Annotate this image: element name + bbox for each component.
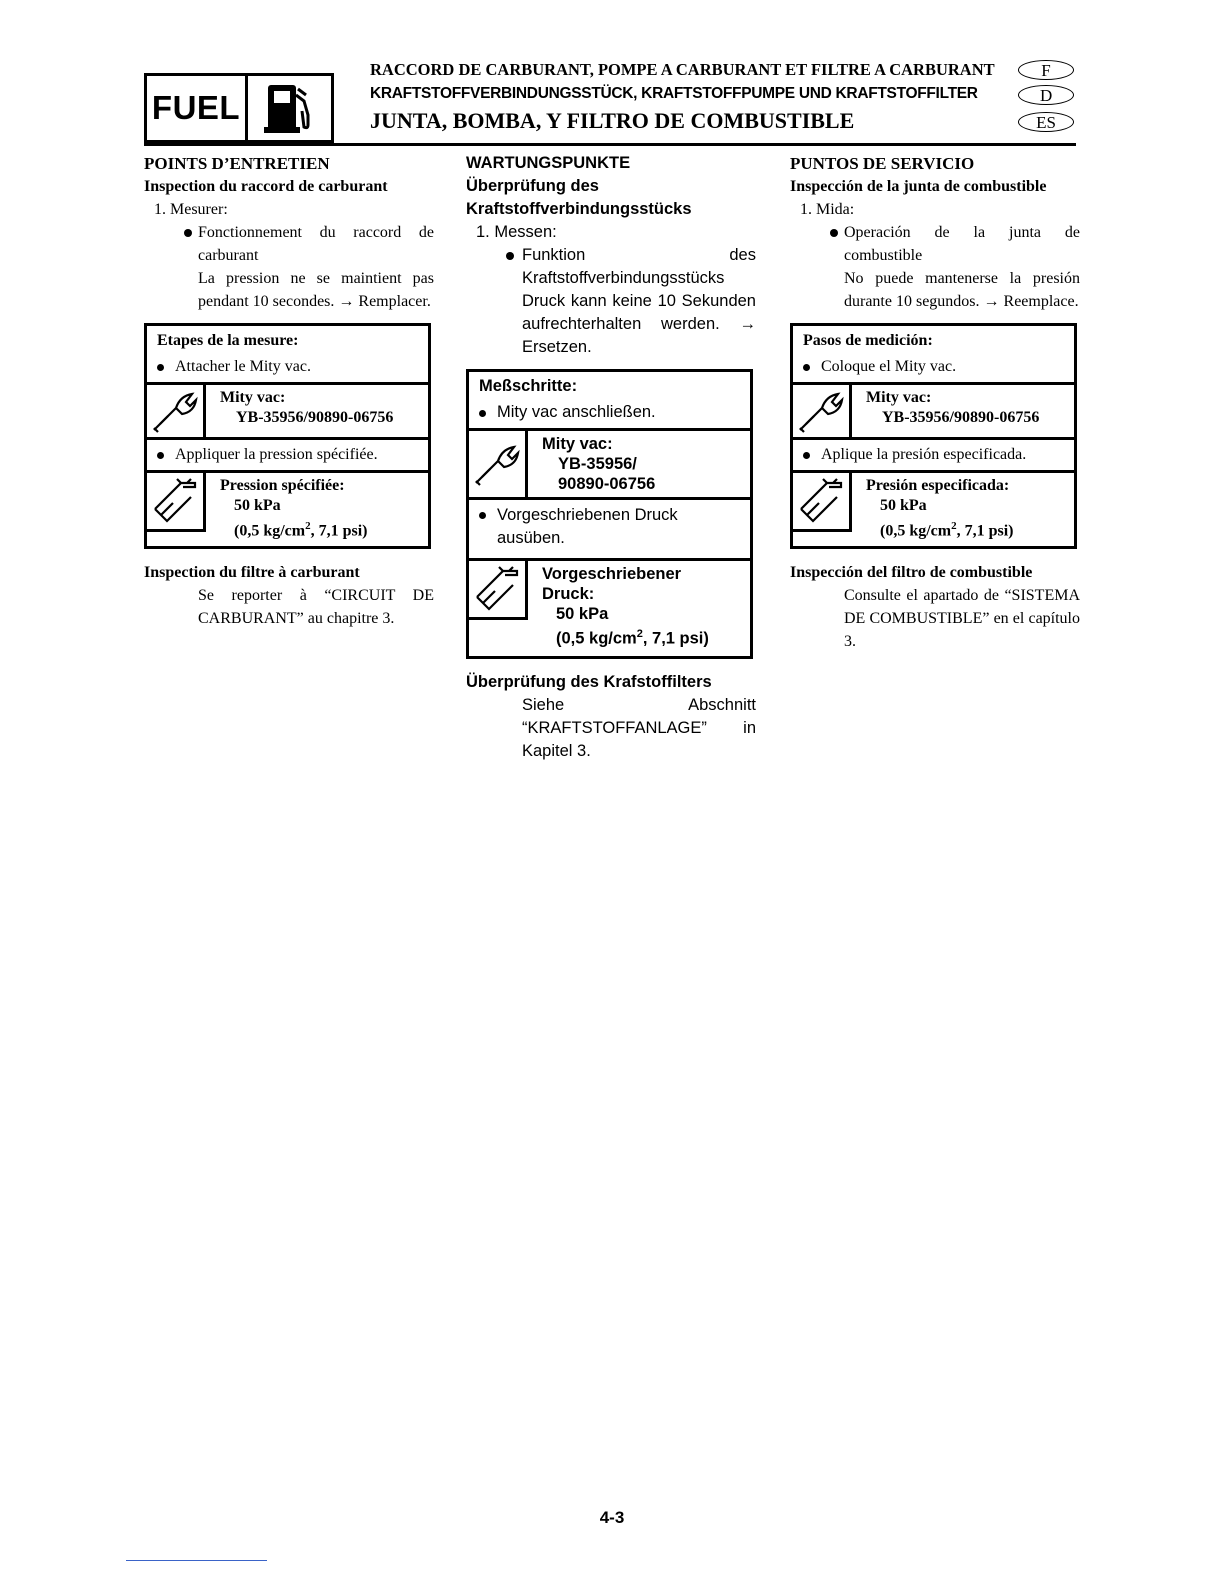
- note-text: Druck kann keine 10 Sekunden aufrechterhalten werden. → Ersetzen.: [522, 292, 756, 356]
- specification-caliper-icon: [793, 473, 852, 532]
- box-bottom: [793, 544, 1074, 546]
- spec-row: [469, 561, 750, 652]
- box-step-row: Mity vac anschließen.: [469, 398, 750, 431]
- spec-label: Pression spécifiée:: [220, 477, 345, 494]
- section-title: POINTS D’ENTRETIEN: [144, 154, 330, 173]
- spec-info: [852, 473, 1020, 544]
- tool-info: [852, 385, 1045, 437]
- spec-info: [528, 561, 715, 652]
- header-title-es: JUNTA, BOMBA, Y FILTRO DE COMBUSTIBLE ES: [370, 108, 1074, 134]
- subheading: Überprüfung des Kraftstoffverbindungsstücks: [466, 177, 692, 218]
- step-item: 1. Mesurer:: [154, 201, 228, 218]
- box-step-row: Appliquer la pression spécifiée.: [147, 440, 428, 473]
- spec-label: Druck:: [542, 585, 595, 603]
- box-bottom: [147, 544, 428, 546]
- fuel-logo-text: FUEL: [147, 76, 248, 140]
- tool-row: [793, 385, 1074, 440]
- procedure-box: [790, 323, 1077, 549]
- footer-rule: [126, 1560, 267, 1561]
- box-bottom: [469, 652, 750, 656]
- note-text: No puede mantenerse la presión durante 10 segundos. → Reemplace.: [844, 270, 1080, 310]
- procedure-box: [466, 369, 753, 659]
- spec-row: [147, 473, 428, 544]
- bullet-item: Fonctionnement du raccord de carburant: [144, 221, 434, 267]
- tool-label: Mity vac:: [542, 435, 613, 453]
- fuel-section-logo: [144, 73, 334, 143]
- box-step-row: Attacher le Mity vac.: [147, 352, 428, 385]
- special-tool-icon: [793, 385, 852, 437]
- spec-conversion: (0,5 $kg/cm^2$, 7,1 psi): [234, 520, 368, 540]
- box-title: Etapes de la mesure:: [157, 332, 299, 349]
- spec-row: [793, 473, 1074, 544]
- subheading: Inspección del filtro de combustible: [790, 564, 1033, 582]
- tool-info: [206, 385, 399, 437]
- box-title-row: [147, 326, 428, 352]
- box-title-row: [793, 326, 1074, 352]
- step-item: 1. Mida:: [800, 201, 855, 218]
- column-spanish: [790, 152, 1080, 653]
- subheading: Inspection du raccord de carburant: [144, 178, 388, 195]
- bullet-item: Funktion des Kraftstoffverbindungsstücks: [466, 244, 756, 290]
- box-title: Pasos de medición:: [803, 332, 933, 349]
- note-text: La pression ne se maintient pas pendant 10 secondes. → Remplacer.: [198, 270, 434, 310]
- subheading: Inspección de la junta de combustible: [790, 178, 1047, 195]
- box-title-row: [469, 372, 750, 398]
- fuel-pump-icon: [248, 76, 331, 140]
- column-german: [466, 152, 756, 763]
- page-number: 4-3: [599, 1508, 625, 1527]
- tool-part-number: 90890-06756: [558, 475, 656, 493]
- language-badge-de: D: [1018, 85, 1074, 105]
- tool-part-number: YB-35956/: [558, 455, 637, 473]
- spec-label: Presión especificada:: [866, 477, 1010, 494]
- subheading: Inspection du filtre à carburant: [144, 564, 360, 582]
- procedure-box: [144, 323, 431, 549]
- reference-text: Se reporter à “CIRCUIT DE CARBURANT” au chapitre 3.: [198, 587, 434, 628]
- spec-info: [206, 473, 374, 544]
- column-french: [144, 152, 434, 630]
- spec-label: Vorgeschriebener: [542, 565, 682, 583]
- specification-caliper-icon: [147, 473, 206, 532]
- tool-part-number: YB-35956/90890-06756: [882, 409, 1040, 426]
- language-badge-es: ES: [1018, 112, 1074, 132]
- section-title: PUNTOS DE SERVICIO: [790, 154, 975, 173]
- header-rule: [144, 143, 1076, 146]
- header-title-fr: RACCORD DE CARBURANT, POMPE A CARBURANT ET FILTRE A CARBURANT F: [370, 60, 1074, 80]
- box-title: Meßschritte:: [479, 377, 578, 395]
- reference-text: Consulte el apartado de “SISTEMA DE COMBUSTIBLE” en el capítulo 3.: [844, 587, 1080, 651]
- tool-info: [528, 431, 661, 497]
- tool-row: [469, 431, 750, 500]
- section-title: WARTUNGSPUNKTE: [466, 154, 631, 172]
- tool-part-number: YB-35956/90890-06756: [236, 409, 394, 426]
- language-badge-fr: F: [1018, 60, 1074, 80]
- tool-label: Mity vac:: [220, 389, 286, 406]
- reference-text: Siehe Abschnitt “KRAFTSTOFFANLAGE” in Kapitel 3.: [522, 695, 756, 760]
- special-tool-icon: [469, 431, 528, 497]
- spec-conversion: (0,5 $kg/cm^2$, 7,1 psi): [880, 520, 1014, 540]
- box-step-row: Coloque el Mity vac.: [793, 352, 1074, 385]
- spec-value: 50 kPa: [234, 497, 281, 514]
- spec-value: 50 kPa: [556, 605, 609, 623]
- header-title-de: KRAFTSTOFFVERBINDUNGSSTÜCK, KRAFTSTOFFPUMPE UND KRAFTSTOFFILTER D: [370, 85, 1074, 103]
- spec-value: 50 kPa: [880, 497, 927, 514]
- subheading: Überprüfung des Krafstoffilters: [466, 672, 712, 691]
- spec-conversion: (0,5 $kg/cm^2$, 7,1 psi): [556, 628, 709, 648]
- step-item: 1. Messen:: [476, 223, 557, 241]
- tool-label: Mity vac:: [866, 389, 932, 406]
- box-step-row: Aplique la presión especificada.: [793, 440, 1074, 473]
- tool-row: [147, 385, 428, 440]
- specification-caliper-icon: [469, 561, 528, 620]
- special-tool-icon: [147, 385, 206, 437]
- bullet-item: Operación de la junta de combustible: [790, 221, 1080, 267]
- box-step-row: Vorgeschriebenen Druck ausüben.: [469, 500, 750, 561]
